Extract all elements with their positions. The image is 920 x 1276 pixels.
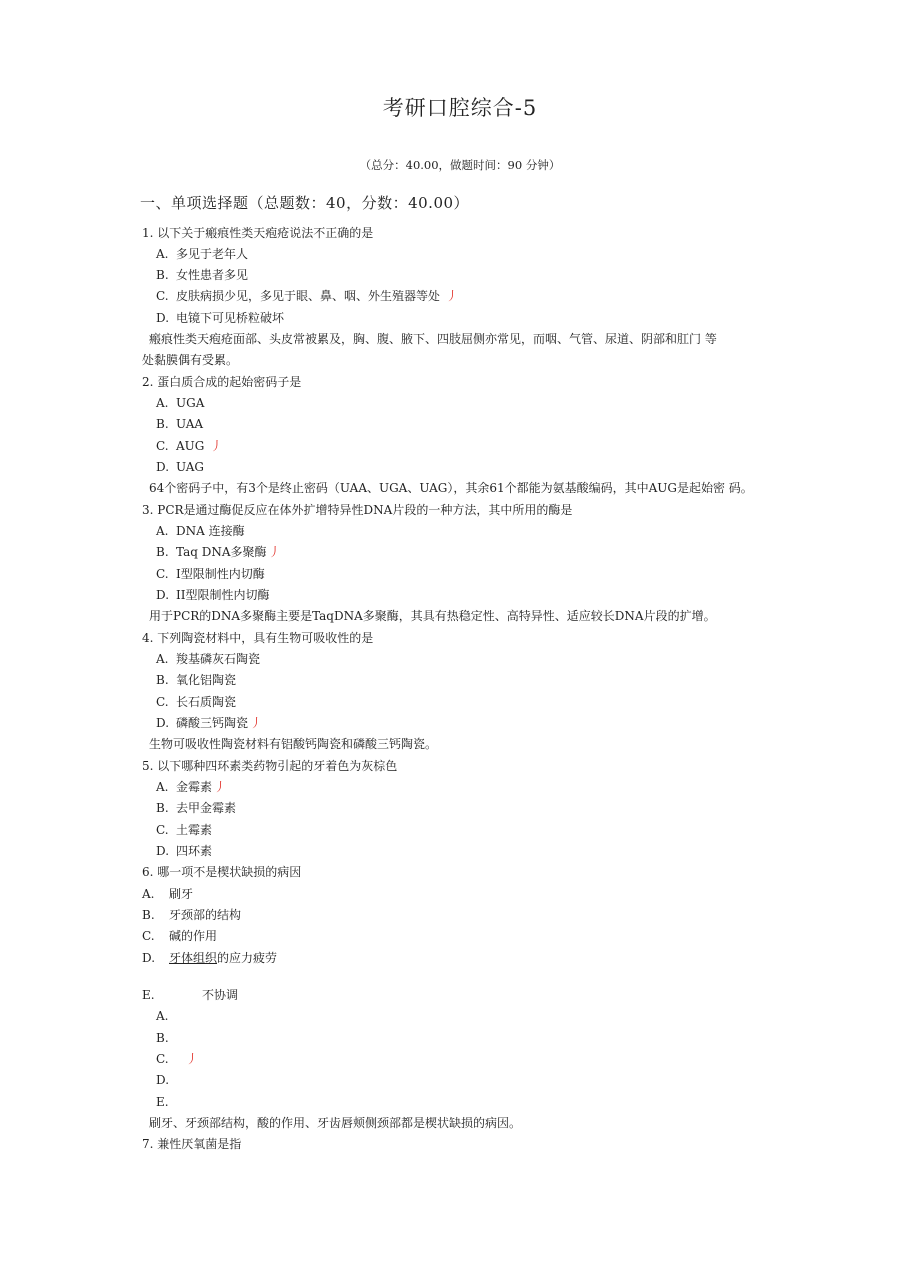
question-4-stem: 4. 下列陶瓷材料中，具有生物可吸收性的是 — [142, 631, 374, 645]
q5-option-a: A. 金霉素 丿 — [156, 780, 227, 794]
q2-option-a: A. UGA — [156, 396, 205, 410]
question-1-stem: 1. 以下关于瘢痕性类天疱疮说法不正确的是 — [142, 226, 374, 240]
q5-option-d: D. 四环素 — [156, 844, 213, 858]
answer-mark-icon: 丿 — [268, 545, 281, 559]
section-heading: 一、单项选择题（总题数：40，分数：40.00） — [140, 194, 470, 212]
question-6-stem: 6. 哪一项不是楔状缺损的病因 — [142, 865, 302, 879]
q3-option-d: D. II型限制性内切酶 — [156, 588, 270, 602]
q6-option-d: D. 牙体组织的应力疲劳 — [142, 951, 278, 965]
q4-option-b: B. 氧化铝陶瓷 — [156, 673, 237, 687]
q6-explanation: 刷牙、牙颈部结构，酸的作用、牙齿唇颊侧颈部都是楔状缺损的病因。 — [149, 1116, 522, 1130]
answer-mark-icon: 丿 — [210, 439, 223, 453]
q3-option-b: B. Taq DNA多聚酶 丿 — [156, 545, 281, 559]
q6-answer-a: A. — [156, 1009, 169, 1023]
q4-explanation: 生物可吸收性陶瓷材料有铝酸钙陶瓷和磷酸三钙陶瓷。 — [149, 737, 438, 751]
question-7-stem: 7. 兼性厌氧菌是指 — [142, 1137, 242, 1151]
answer-mark-icon: 丿 — [186, 1052, 199, 1066]
question-2-stem: 2. 蛋白质合成的起始密码子是 — [142, 375, 302, 389]
exam-meta: （总分：40.00，做题时间：90 分钟） — [359, 158, 561, 172]
q3-explanation: 用于PCR的DNA多聚酶主要是TaqDNA多聚酶，其具有热稳定性、高特异性、适应较长DNA片段的扩增。 — [149, 609, 716, 623]
question-5-stem: 5. 以下哪种四环素类药物引起的牙着色为灰棕色 — [142, 759, 398, 773]
q2-option-c: C. AUG 丿 — [156, 439, 223, 453]
q6-answer-d: D. — [156, 1073, 170, 1087]
q6-option-e: E. 不协调 — [142, 988, 239, 1002]
q1-option-d: D. 电镜下可见桥粒破坏 — [156, 311, 285, 325]
q4-option-a: A. 羧基磷灰石陶瓷 — [156, 652, 261, 666]
q2-option-b: B. UAA — [156, 417, 204, 431]
answer-mark-icon: 丿 — [214, 780, 227, 794]
question-3-stem: 3. PCR是通过酶促反应在体外扩增特异性DNA片段的一种方法，其中所用的酶是 — [142, 503, 573, 517]
q6-option-b: B. 牙颈部的结构 — [142, 908, 242, 922]
q1-option-b: B. 女性患者多见 — [156, 268, 249, 282]
q1-option-c: C. 皮肤病损少见，多见于眼、鼻、咽、外生殖器等处 丿 — [156, 289, 459, 303]
q1-explanation-line-2: 处黏膜偶有受累。 — [142, 353, 239, 367]
q1-explanation-line-1: 瘢痕性类天疱疮面部、头皮常被累及，胸、腹、腋下、四肢屈侧亦常见，而咽、气管、尿道、阴部和肛门 等 — [149, 332, 717, 346]
q6-answer-c: C. 丿 — [156, 1052, 199, 1066]
q5-option-c: C. 土霉素 — [156, 823, 213, 837]
q6-option-c: C. 碱的作用 — [142, 929, 218, 943]
q2-explanation: 64个密码子中，有3个是终止密码（UAA、UGA、UAG），其余61个都能为氨基酸编码，其中AUG是起始密 码。 — [149, 481, 753, 495]
answer-mark-icon: 丿 — [446, 289, 459, 303]
q4-option-d: D. 磷酸三钙陶瓷 丿 — [156, 716, 263, 730]
q6-option-a: A. 刷牙 — [142, 887, 194, 901]
q6-answer-b: B. — [156, 1031, 169, 1045]
page-title: 考研口腔综合-5 — [382, 96, 538, 120]
q4-option-c: C. 长石质陶瓷 — [156, 695, 237, 709]
q3-option-c: C. I型限制性内切酶 — [156, 567, 265, 581]
q1-option-a: A. 多见于老年人 — [156, 247, 249, 261]
q2-option-d: D. UAG — [156, 460, 204, 474]
q6-answer-e: E. — [156, 1095, 169, 1109]
q3-option-a: A. DNA 连接酶 — [156, 524, 245, 538]
q5-option-b: B. 去甲金霉素 — [156, 801, 237, 815]
answer-mark-icon: 丿 — [250, 716, 263, 730]
